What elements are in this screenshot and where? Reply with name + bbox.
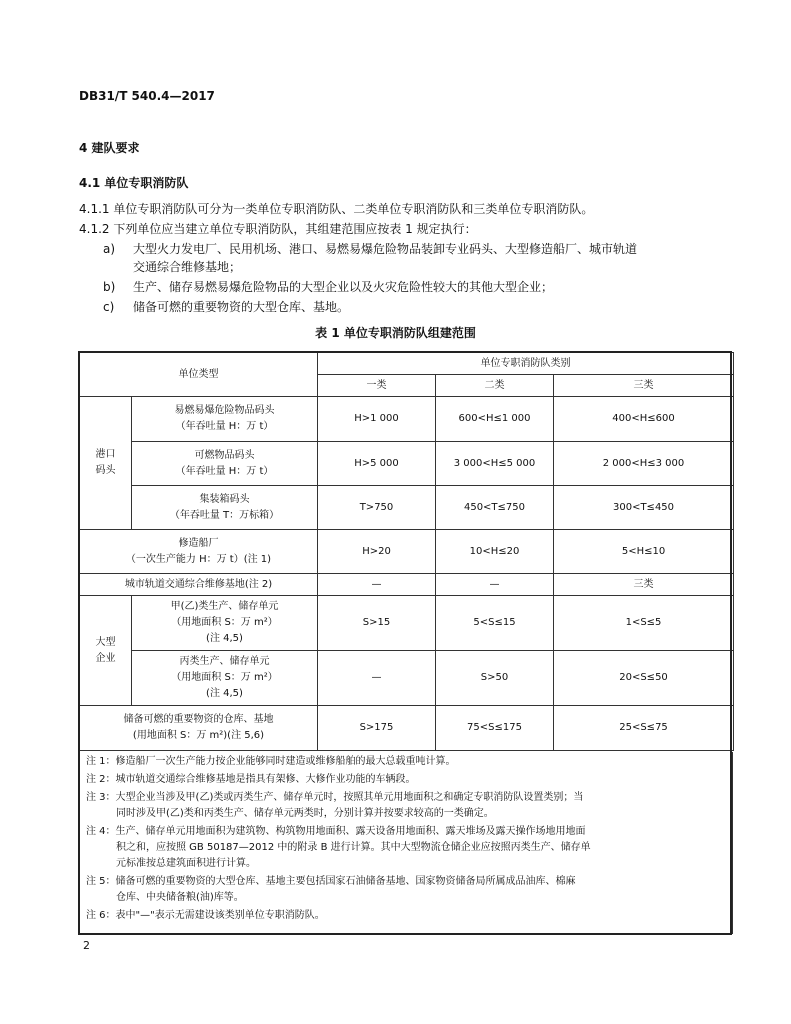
list-marker: a) [103, 242, 116, 256]
list-text: 交通综合维修基地； [133, 260, 242, 274]
section-4-heading: 4 建队要求 [79, 141, 140, 155]
table-cell: S>175 [318, 706, 436, 751]
list-item [103, 298, 350, 316]
table-cell: T>750 [318, 486, 436, 530]
organization-scope-table [79, 352, 734, 751]
row-label: 易燃易爆危险物品码头 （年吞吐量 H：万 t） [132, 397, 318, 442]
group-enterprise: 大型 企业 [80, 596, 132, 706]
table-cell: 三类 [554, 574, 734, 596]
table-cell: H>5 000 [318, 442, 436, 486]
list-marker: c) [103, 300, 115, 314]
table-cell: 10<H≤20 [436, 530, 554, 574]
table-cell: — [436, 574, 554, 596]
clause-4-1-1: 4.1.1 单位专职消防队可分为一类单位专职消防队、二类单位专职消防队和三类单位专职消防队。 [79, 202, 594, 216]
row-label: 修造船厂 （一次生产能力 H：万 t）(注 1) [80, 530, 318, 574]
row-label: 甲(乙)类生产、储存单元 （用地面积 S：万 m²） (注 4,5) [132, 596, 318, 651]
group-port: 港口 码头 [80, 397, 132, 530]
row-label: 可燃物品码头 （年吞吐量 H：万 t） [132, 442, 318, 486]
note-line: 同时涉及甲(乙)类和丙类生产、储存单元两类时，分别计算并按要求较高的一类确定。 [116, 808, 494, 819]
table-cell: — [318, 651, 436, 706]
table-cell: 600<H≤1 000 [436, 397, 554, 442]
note-line: 注 6：表中"—"表示无需建设该类别单位专职消防队。 [86, 910, 325, 921]
table-cell: — [318, 574, 436, 596]
row-label: 城市轨道交通综合维修基地(注 2) [80, 574, 318, 596]
note-line: 积之和，应按照 GB 50187—2012 中的附录 B 进行计算。其中大型物流仓储企业应按照丙类生产、储存单 [116, 842, 591, 853]
note-line: 注 1：修造船厂一次生产能力按企业能够同时建造或维修船舶的最大总载重吨计算。 [86, 756, 456, 767]
note-line: 注 2：城市轨道交通综合维修基地是指具有架修、大修作业功能的车辆段。 [86, 774, 416, 785]
table-cell: 2 000<H≤3 000 [554, 442, 734, 486]
table-caption: 表 1 单位专职消防队组建范围 [315, 326, 476, 340]
table-notes [79, 752, 733, 934]
header-unit-type: 单位类型 [80, 353, 318, 397]
note-line: 元标准按总建筑面积进行计算。 [116, 858, 256, 869]
table-cell: 300<T≤450 [554, 486, 734, 530]
table-cell: 5<S≤15 [436, 596, 554, 651]
note-line: 仓库、中央储备粮(油)库等。 [116, 892, 244, 903]
list-item [103, 240, 638, 258]
table-cell: 3 000<H≤5 000 [436, 442, 554, 486]
table-cell: 5<H≤10 [554, 530, 734, 574]
document-code: DB31/T 540.4—2017 [79, 89, 215, 103]
header-class-3: 三类 [554, 375, 734, 397]
table-cell: 75<S≤175 [436, 706, 554, 751]
table-cell: 450<T≤750 [436, 486, 554, 530]
table-cell: 25<S≤75 [554, 706, 734, 751]
table-cell: 1<S≤5 [554, 596, 734, 651]
table-cell: S>15 [318, 596, 436, 651]
note-line: 注 4：生产、储存单元用地面积为建筑物、构筑物用地面积、露天设备用地面积、露天堆场及露天操作场地用地面 [86, 826, 586, 837]
table-cell: 400<H≤600 [554, 397, 734, 442]
row-label: 储备可燃的重要物资的仓库、基地 (用地面积 S：万 m²)(注 5,6) [80, 706, 318, 751]
page-number: 2 [83, 939, 90, 952]
header-category: 单位专职消防队类别 [318, 353, 734, 375]
note-line: 注 3：大型企业当涉及甲(乙)类或丙类生产、储存单元时，按照其单元用地面积之和确定专职消防队设置类别；当 [86, 792, 584, 803]
clause-4-1-2: 4.1.2 下列单位应当建立单位专职消防队，其组建范围应按表 1 规定执行： [79, 222, 477, 236]
list-marker: b) [103, 280, 116, 294]
list-item [103, 258, 242, 276]
list-text: 生产、储存易燃易爆危险物品的大型企业以及火灾危险性较大的其他大型企业； [133, 280, 554, 294]
table-cell: S>50 [436, 651, 554, 706]
list-text: 大型火力发电厂、民用机场、港口、易燃易爆危险物品装卸专业码头、大型修造船厂、城市轨道 [133, 242, 638, 256]
note-line: 注 5：储备可燃的重要物资的大型仓库、基地主要包括国家石油储备基地、国家物资储备局所属成品油库、棉麻 [86, 876, 576, 887]
header-class-2: 二类 [436, 375, 554, 397]
table-cell: H>20 [318, 530, 436, 574]
table-cell: 20<S≤50 [554, 651, 734, 706]
list-text: 储备可燃的重要物资的大型仓库、基地。 [133, 300, 350, 314]
table-cell: H>1 000 [318, 397, 436, 442]
row-label: 丙类生产、储存单元 （用地面积 S：万 m²） (注 4,5) [132, 651, 318, 706]
list-item [103, 278, 554, 296]
row-label: 集装箱码头 （年吞吐量 T：万标箱） [132, 486, 318, 530]
header-class-1: 一类 [318, 375, 436, 397]
section-4-1-heading: 4.1 单位专职消防队 [79, 176, 189, 190]
